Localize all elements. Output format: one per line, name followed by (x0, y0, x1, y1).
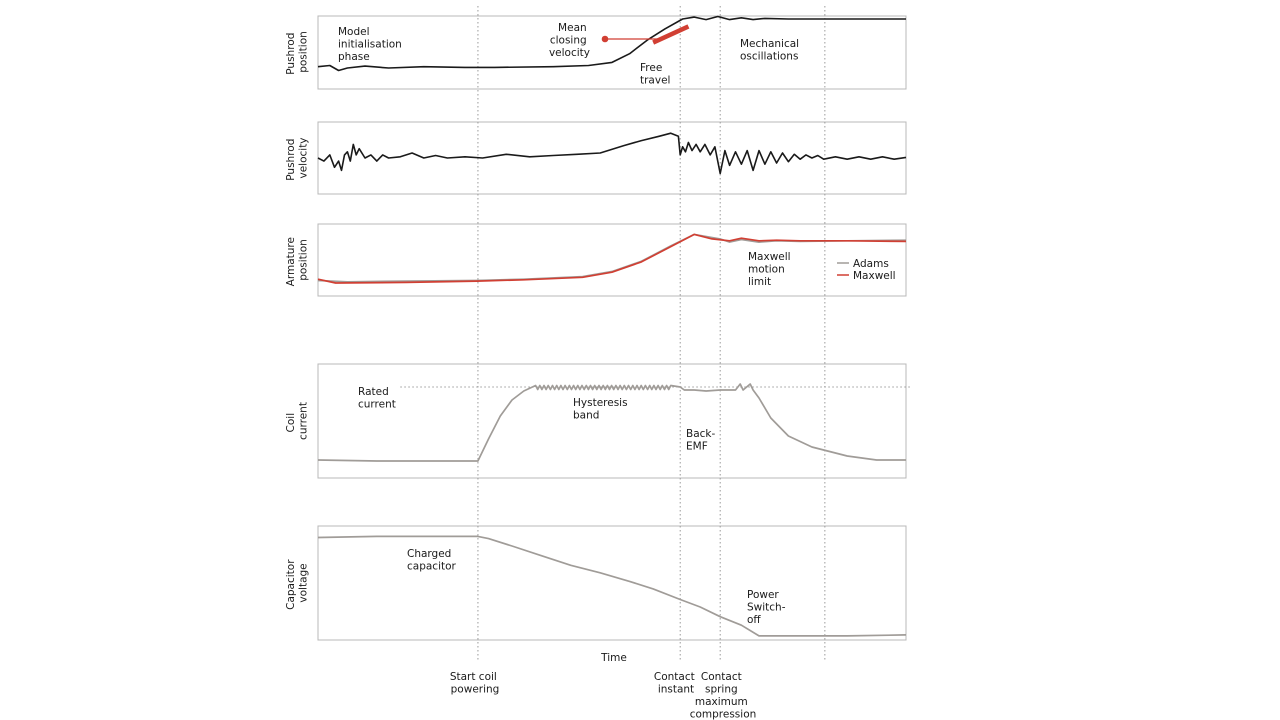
annotation-rated-current: Rated current (358, 386, 396, 411)
ylabel-pushrod-velocity: Pushrod velocity (285, 137, 310, 181)
annotation-mean-closing-velocity: Mean closing velocity (548, 22, 590, 59)
annotation-charged-capacitor: Charged capacitor (407, 548, 456, 573)
ylabel-capacitor-voltage: Capacitor voltage (285, 559, 310, 610)
series-pushrod-velocity (318, 133, 906, 173)
series-layer (318, 17, 906, 636)
panel-frame-pushrod-position (318, 16, 906, 89)
legend-label-maxwell: Maxwell (853, 270, 896, 282)
mean-closing-velocity-segment (653, 26, 688, 42)
legend (837, 258, 896, 282)
event-label-start-coil-powering: Start coil powering (449, 671, 500, 696)
event-lines (478, 6, 825, 660)
annotation-power-switch-off: Power Switch- off (747, 589, 786, 626)
panel-frame-capacitor-voltage (318, 526, 906, 640)
annotation-hysteresis-band: Hysteresis band (573, 397, 628, 422)
annotation-maxwell-motion-limit: Maxwell motion limit (748, 251, 791, 288)
annotation-model-initialisation-phase: Model initialisation phase (338, 26, 402, 63)
annotation-mechanical-oscillations: Mechanical oscillations (740, 38, 800, 63)
x-axis-label: Time (601, 652, 627, 664)
ylabel-armature-position: Armature position (285, 237, 310, 287)
ylabel-coil-current: Coil current (285, 402, 310, 440)
series-coil-current (318, 384, 906, 461)
event-label-contact-instant: Contact instant (653, 671, 695, 696)
panel-frame-pushrod-velocity (318, 122, 906, 194)
panel-frame-armature-position (318, 224, 906, 296)
legend-label-adams: Adams (853, 258, 889, 270)
annotation-back-emf: Back- EMF (686, 428, 716, 453)
annotation-free-travel: Free travel (640, 62, 671, 87)
mean-closing-velocity-dot (602, 36, 609, 43)
series-pushrod-position (318, 17, 906, 71)
ylabel-pushrod-position: Pushrod position (285, 31, 310, 75)
event-label-contact-spring-maximum-compression: Contact spring maximum compression (689, 671, 757, 720)
